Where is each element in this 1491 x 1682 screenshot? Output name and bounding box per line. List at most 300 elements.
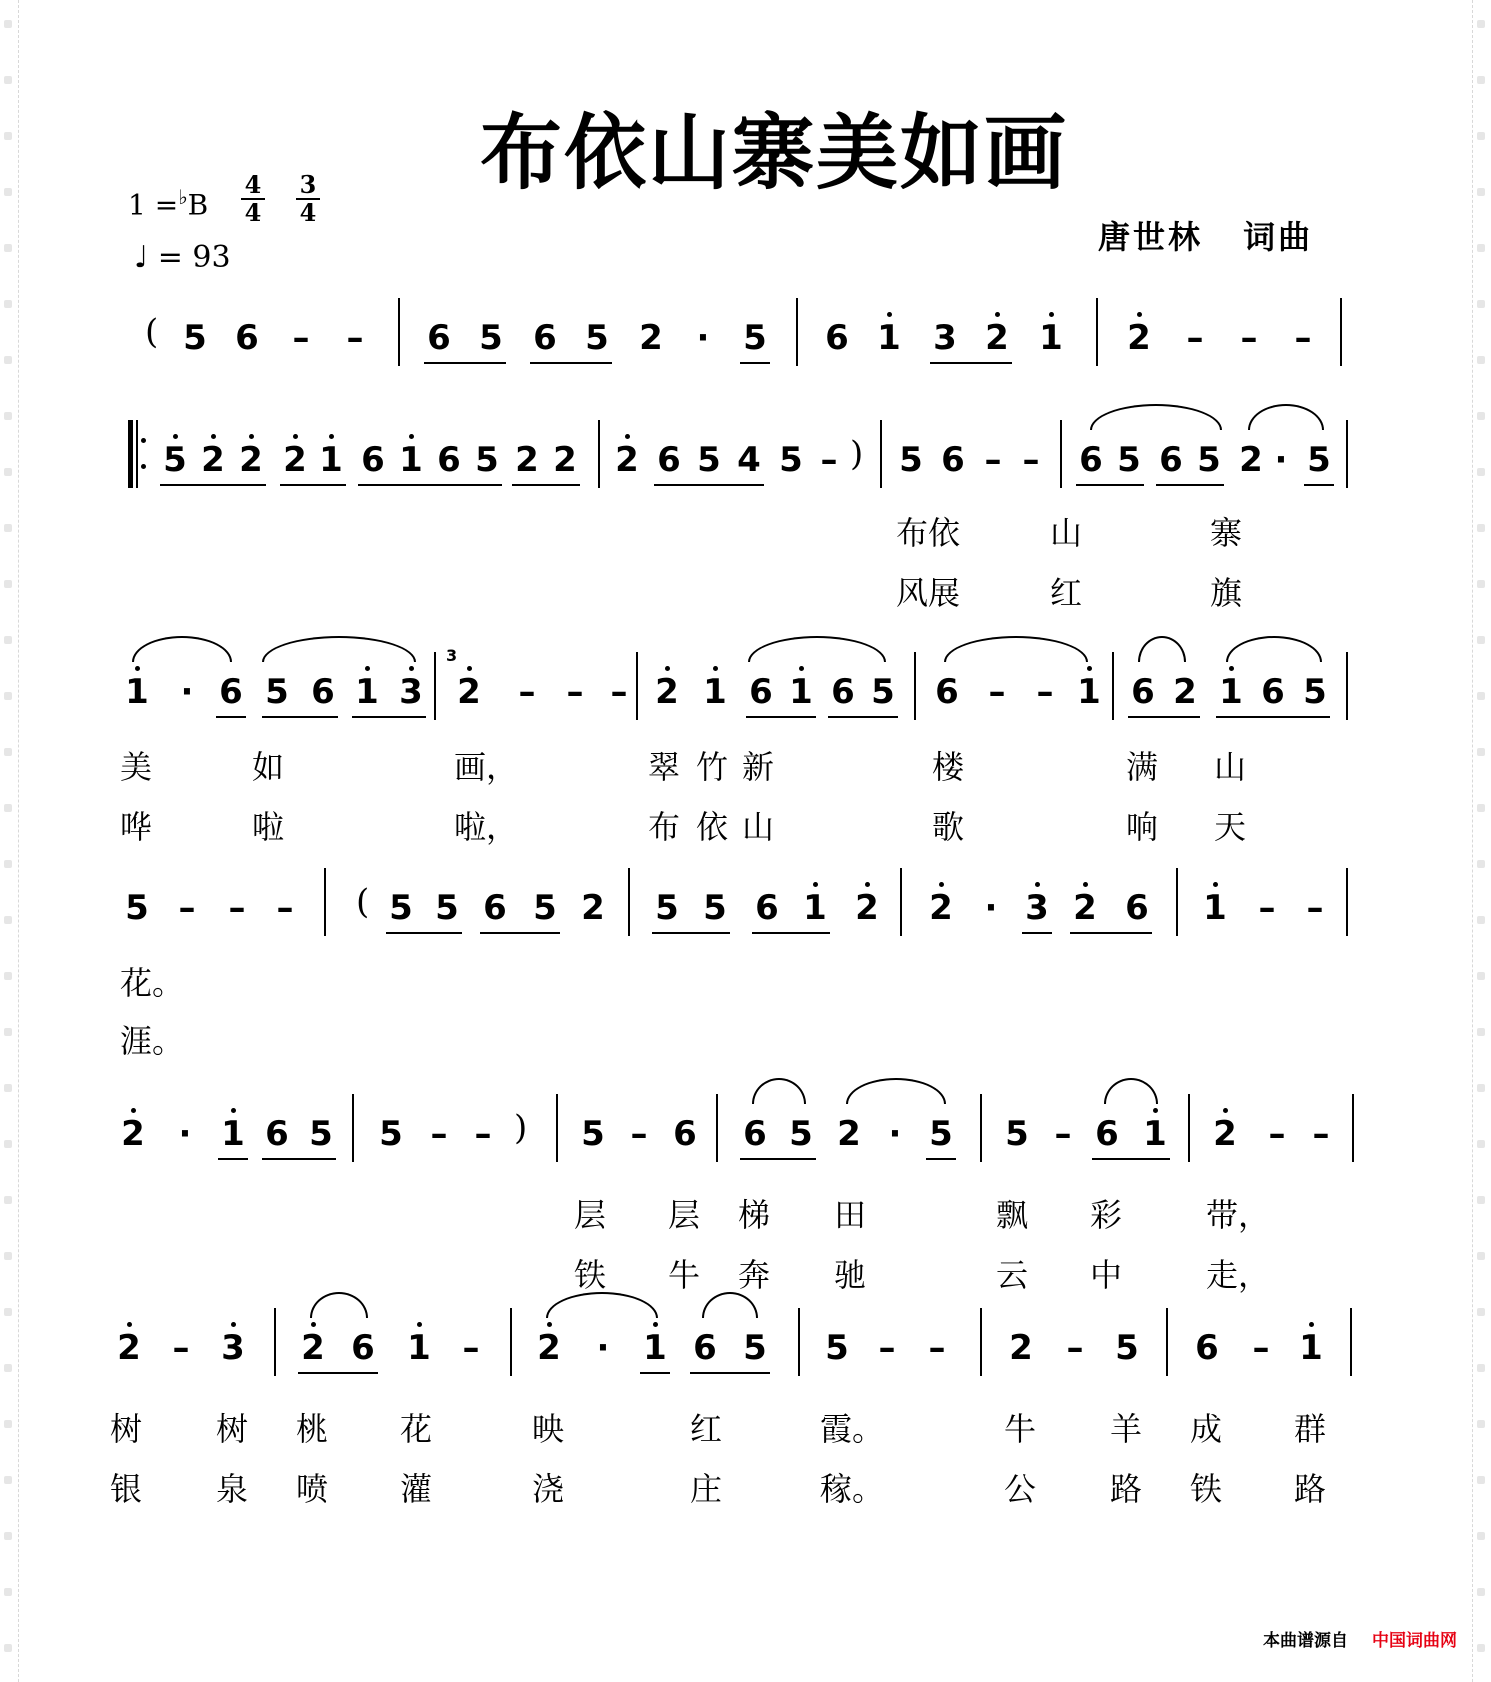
margin-watermark-tick: [4, 20, 12, 28]
underline: [1156, 484, 1224, 486]
time-signature-3-4: [293, 172, 323, 226]
underline: [530, 362, 612, 364]
dash: –: [1252, 1328, 1270, 1368]
underline: [1216, 716, 1330, 718]
margin-watermark-tick: [4, 636, 12, 644]
note: 6: [1261, 672, 1285, 712]
margin-watermark-tick: [4, 1028, 12, 1036]
note: 5: [789, 1114, 813, 1154]
note: 2: [926, 888, 956, 928]
underline: [740, 362, 770, 364]
dash: –: [610, 672, 628, 712]
lyric: 美: [120, 748, 153, 786]
margin-watermark-tick: [1477, 636, 1485, 644]
barline: [1346, 868, 1348, 936]
underline: [386, 932, 462, 934]
underline: [654, 484, 764, 486]
author-name: 唐世林: [1098, 218, 1204, 256]
lyric: 中: [1090, 1256, 1123, 1294]
note: 2: [298, 1328, 328, 1368]
lyric: 布: [648, 808, 681, 846]
note: 5: [160, 440, 190, 480]
barline: [556, 1094, 558, 1162]
underline: [216, 716, 246, 718]
lyric: 竹: [696, 748, 729, 786]
margin-watermark-tick: [1477, 412, 1485, 420]
lyric: 稼。: [820, 1470, 885, 1508]
note: 1: [786, 672, 816, 712]
underline: [352, 716, 426, 718]
footer-source-label: 本曲谱源自: [1263, 1631, 1348, 1651]
dash: –: [1036, 672, 1054, 712]
margin-watermark-tick: [4, 1420, 12, 1428]
dash: –: [276, 888, 294, 928]
note: 1: [1036, 318, 1066, 358]
dash: –: [1186, 318, 1204, 358]
margin-watermark-tick: [4, 1308, 12, 1316]
underline: [1092, 1158, 1170, 1160]
dash: –: [1268, 1114, 1286, 1154]
time-sig-top: 4: [244, 170, 262, 199]
note: 1: [404, 1328, 434, 1368]
note: 6: [437, 440, 461, 480]
lyric: 红: [1050, 574, 1083, 612]
underline: [280, 484, 346, 486]
underline: [640, 1372, 670, 1374]
note: 2: [837, 1114, 861, 1154]
slur: [944, 636, 1088, 662]
note: 5: [871, 672, 895, 712]
dot: ·: [696, 318, 710, 358]
note: 5: [479, 318, 503, 358]
margin-watermark-tick: [1477, 1084, 1485, 1092]
barline: [798, 1308, 800, 1376]
note: 5: [1115, 1328, 1139, 1368]
barline: [914, 652, 916, 720]
underline: [512, 484, 580, 486]
note: 5: [125, 888, 149, 928]
right-margin-strip: [1472, 0, 1491, 1682]
barline: [980, 1308, 982, 1376]
author-role: 词曲: [1243, 218, 1314, 256]
lyric: 公: [1004, 1470, 1037, 1508]
note: 2: [1124, 318, 1154, 358]
dash: –: [1312, 1114, 1330, 1154]
note: 5: [655, 888, 679, 928]
barline: [1340, 298, 1342, 366]
dot: ·: [984, 888, 998, 928]
note: 5: [1117, 440, 1141, 480]
margin-watermark-tick: [1477, 1588, 1485, 1596]
lyric: 彩: [1090, 1196, 1123, 1234]
underline: [652, 932, 730, 934]
note: 1: [316, 440, 346, 480]
note: 2: [534, 1328, 564, 1368]
note: 2: [280, 440, 310, 480]
barline: [628, 868, 630, 936]
score-system-3: [0, 646, 1491, 752]
note: 3: [933, 318, 957, 358]
note: 4: [737, 440, 761, 480]
margin-watermark-tick: [1477, 300, 1485, 308]
lyric: 依: [696, 808, 729, 846]
underline: [740, 1158, 816, 1160]
note: 5: [899, 440, 923, 480]
lyric: 层: [574, 1196, 607, 1234]
slur: [1090, 404, 1222, 430]
barline: [274, 1308, 276, 1376]
lyric: 旗: [1210, 574, 1243, 612]
margin-watermark-tick: [4, 1588, 12, 1596]
underline: [1076, 484, 1144, 486]
barline: [1350, 1308, 1352, 1376]
note: 2: [114, 1328, 144, 1368]
note: 2: [1239, 440, 1263, 480]
lyric: 泉: [216, 1470, 249, 1508]
margin-watermark-tick: [4, 132, 12, 140]
lyric: 红: [690, 1410, 723, 1448]
lyric: 群: [1294, 1410, 1327, 1448]
barline: [716, 1094, 718, 1162]
margin-watermark-tick: [1477, 76, 1485, 84]
margin-watermark-tick: [4, 1476, 12, 1484]
note: 6: [1159, 440, 1183, 480]
key-signature: [128, 185, 208, 221]
slur: [262, 636, 416, 662]
song-title: 布依山寨美如画: [480, 106, 1069, 201]
margin-watermark-tick: [4, 76, 12, 84]
margin-watermark-tick: [4, 524, 12, 532]
lyric: 银: [110, 1470, 143, 1508]
dash: –: [1306, 888, 1324, 928]
margin-watermark-tick: [1477, 1532, 1485, 1540]
dash: –: [474, 1114, 492, 1154]
lyric-line-v1-a: [896, 508, 1242, 554]
time-sig-top: 3: [299, 170, 317, 199]
margin-watermark-tick: [4, 972, 12, 980]
lyric: 庄: [690, 1470, 723, 1508]
left-margin-strip: [0, 0, 19, 1682]
note: 6: [311, 672, 335, 712]
lyric: 成: [1190, 1410, 1223, 1448]
open-paren: (: [145, 312, 159, 352]
open-paren: (: [356, 882, 370, 922]
lyric: 哗: [120, 808, 153, 846]
margin-watermark-tick: [4, 188, 12, 196]
lyric: 奔: [738, 1256, 771, 1294]
note: 3: [396, 672, 426, 712]
note: 6: [693, 1328, 717, 1368]
note: 5: [379, 1114, 403, 1154]
dash: –: [1054, 1114, 1072, 1154]
dot: ·: [180, 672, 194, 712]
underline: [828, 716, 898, 718]
margin-watermark-tick: [1477, 1420, 1485, 1428]
lyric: 田: [834, 1196, 867, 1234]
dash: –: [228, 888, 246, 928]
margin-watermark-tick: [1477, 1028, 1485, 1036]
barline: [398, 298, 400, 366]
lyric: 布: [896, 514, 929, 552]
lyric: 楼: [932, 748, 965, 786]
note: 5: [533, 888, 557, 928]
barline: [980, 1094, 982, 1162]
note: 5: [309, 1114, 333, 1154]
note: 2: [236, 440, 266, 480]
lyric: 铁: [574, 1256, 607, 1294]
dash: –: [346, 318, 364, 358]
dash: –: [518, 672, 536, 712]
note: 5: [929, 1114, 953, 1154]
margin-watermark-tick: [4, 244, 12, 252]
time-sig-bottom: 4: [299, 198, 317, 227]
note: 1: [396, 440, 426, 480]
close-paren: ): [514, 1108, 528, 1148]
lyric: 画，: [454, 748, 519, 786]
lyric: 山: [1050, 514, 1083, 552]
note: 2: [118, 1114, 148, 1154]
note: 5: [825, 1328, 849, 1368]
dash: –: [462, 1328, 480, 1368]
note: 1: [1216, 672, 1246, 712]
lyric: 响: [1126, 808, 1159, 846]
score-system-4: [0, 882, 1491, 968]
dash: –: [630, 1114, 648, 1154]
lyric: 展: [928, 574, 961, 612]
note: 2: [581, 888, 605, 928]
lyric: 霞。: [820, 1410, 885, 1448]
lyric: 树: [110, 1410, 143, 1448]
lyric: 山: [742, 808, 775, 846]
note: 1: [1296, 1328, 1326, 1368]
margin-watermark-tick: [1477, 188, 1485, 196]
lyric: 浇: [532, 1470, 565, 1508]
margin-watermark-tick: [1477, 1476, 1485, 1484]
note: 2: [1009, 1328, 1033, 1368]
tempo-value: = 93: [157, 240, 231, 275]
note: 3: [1022, 888, 1052, 928]
note: 6: [235, 318, 259, 358]
barline: [434, 652, 436, 720]
dash: –: [1066, 1328, 1084, 1368]
dash: –: [292, 318, 310, 358]
margin-watermark-tick: [4, 412, 12, 420]
note: 5: [779, 440, 803, 480]
slur: [1104, 1078, 1158, 1104]
note: 2: [515, 440, 539, 480]
margin-watermark-tick: [4, 804, 12, 812]
dash: –: [566, 672, 584, 712]
note: 1: [640, 1328, 670, 1368]
score-system-2: [0, 434, 1491, 520]
lyric: 花: [400, 1410, 433, 1448]
slur: [546, 1292, 658, 1318]
barline: [1112, 652, 1114, 720]
dot: ·: [888, 1114, 902, 1154]
note: 6: [1079, 440, 1103, 480]
margin-watermark-tick: [1477, 1196, 1485, 1204]
time-signature-4-4: [238, 172, 268, 226]
margin-watermark-tick: [4, 300, 12, 308]
underline: [298, 1372, 378, 1374]
note: 5: [697, 440, 721, 480]
lyric: 走，: [1206, 1256, 1271, 1294]
note: 1: [700, 672, 730, 712]
barline: [324, 868, 326, 936]
author-credit: [1098, 212, 1313, 258]
barline: [900, 868, 902, 936]
barline: [1352, 1094, 1354, 1162]
lyric: 驰: [834, 1256, 867, 1294]
note: 5: [183, 318, 207, 358]
note: 2: [639, 318, 663, 358]
margin-watermark-tick: [1477, 1308, 1485, 1316]
lyric: 桃: [296, 1410, 329, 1448]
underline: [480, 932, 560, 934]
lyric: 梯: [738, 1196, 771, 1234]
note: 6: [1125, 888, 1149, 928]
dash: –: [1240, 318, 1258, 358]
lyric: 风: [896, 574, 929, 612]
margin-watermark-tick: [4, 1532, 12, 1540]
barline: [1176, 868, 1178, 936]
margin-watermark-tick: [1477, 524, 1485, 532]
lyric: 翠: [648, 748, 681, 786]
score-system-1: [0, 312, 1491, 398]
lyric: 云: [996, 1256, 1029, 1294]
note: 6: [483, 888, 507, 928]
note: 2: [852, 888, 882, 928]
note: 1: [352, 672, 382, 712]
barline: [636, 652, 638, 720]
underline: [262, 1158, 336, 1160]
tempo-marking: [134, 240, 231, 275]
underline: [358, 484, 502, 486]
lyric: 层: [668, 1196, 701, 1234]
note: 2: [982, 318, 1012, 358]
barline: [1188, 1094, 1190, 1162]
note: 6: [1195, 1328, 1219, 1368]
barline: [1096, 298, 1098, 366]
slur: [748, 636, 886, 662]
note: 6: [219, 672, 243, 712]
dash: –: [1022, 440, 1040, 480]
barline: [1060, 420, 1062, 488]
lyric: 飘: [996, 1196, 1029, 1234]
note: 5: [1307, 440, 1331, 480]
lyric-v1-c: 花。: [120, 964, 185, 1002]
key-letter: B: [187, 188, 209, 222]
margin-watermark-tick: [1477, 860, 1485, 868]
underline: [926, 1158, 956, 1160]
dot: ·: [178, 1114, 192, 1154]
note: 2: [553, 440, 577, 480]
underline: [1070, 932, 1152, 934]
barline: [510, 1308, 512, 1376]
lyric: 歌: [932, 808, 965, 846]
lyric-v2-c: 涯。: [120, 1022, 185, 1060]
note: 6: [427, 318, 451, 358]
lyric: 依: [928, 514, 961, 552]
margin-watermark-tick: [1477, 132, 1485, 140]
barline: [598, 420, 600, 488]
lyric: 满: [1126, 748, 1159, 786]
underline: [1022, 932, 1052, 934]
margin-watermark-tick: [1477, 244, 1485, 252]
slur: [846, 1078, 946, 1104]
note: 5: [435, 888, 459, 928]
score-system-5: [0, 1108, 1491, 1194]
note: 6: [749, 672, 773, 712]
underline: [262, 716, 338, 718]
note: 2: [454, 672, 484, 712]
dash: –: [430, 1114, 448, 1154]
barline: [1166, 1308, 1168, 1376]
note: 2: [652, 672, 682, 712]
dash: –: [1294, 318, 1312, 358]
note: 1: [1074, 672, 1104, 712]
note: 5: [265, 672, 289, 712]
dash: –: [178, 888, 196, 928]
note: 2: [1210, 1114, 1240, 1154]
barline: [352, 1094, 354, 1162]
lyric: 路: [1110, 1470, 1143, 1508]
underline: [160, 484, 266, 486]
note: 6: [533, 318, 557, 358]
note: 3: [218, 1328, 248, 1368]
note: 6: [361, 440, 385, 480]
key-prefix: 1 =: [128, 188, 179, 222]
lyric: 带，: [1206, 1196, 1271, 1234]
barline: [1346, 420, 1348, 488]
close-paren: ): [850, 434, 864, 474]
slur: [310, 1292, 368, 1318]
score-system-6: [0, 1328, 1491, 1408]
margin-watermark-tick: [1477, 580, 1485, 588]
note: 1: [800, 888, 830, 928]
lyric: 映: [532, 1410, 565, 1448]
note: 5: [743, 1328, 767, 1368]
note: 5: [581, 1114, 605, 1154]
note: 2: [198, 440, 228, 480]
slur: [1138, 636, 1186, 662]
note: 5: [1197, 440, 1221, 480]
margin-watermark-tick: [1477, 804, 1485, 812]
quarter-note-icon: ♩: [134, 240, 149, 275]
dash: –: [928, 1328, 946, 1368]
note: 5: [1005, 1114, 1029, 1154]
lyric: 寨: [1210, 514, 1243, 552]
note: 6: [755, 888, 779, 928]
note: 5: [585, 318, 609, 358]
margin-watermark-tick: [4, 580, 12, 588]
lyric: 路: [1294, 1470, 1327, 1508]
note: 5: [1303, 672, 1327, 712]
note: 6: [831, 672, 855, 712]
footer-site-link[interactable]: 中国词曲网: [1372, 1631, 1457, 1651]
note: 6: [1131, 672, 1155, 712]
note: 6: [657, 440, 681, 480]
note: 6: [265, 1114, 289, 1154]
lyric: 啦，: [454, 808, 519, 846]
underline: [1128, 716, 1200, 718]
lyric: 喷: [296, 1470, 329, 1508]
dash: –: [878, 1328, 896, 1368]
slur: [132, 636, 232, 662]
note: 2: [612, 440, 642, 480]
dash: –: [988, 672, 1006, 712]
barline: [880, 420, 882, 488]
